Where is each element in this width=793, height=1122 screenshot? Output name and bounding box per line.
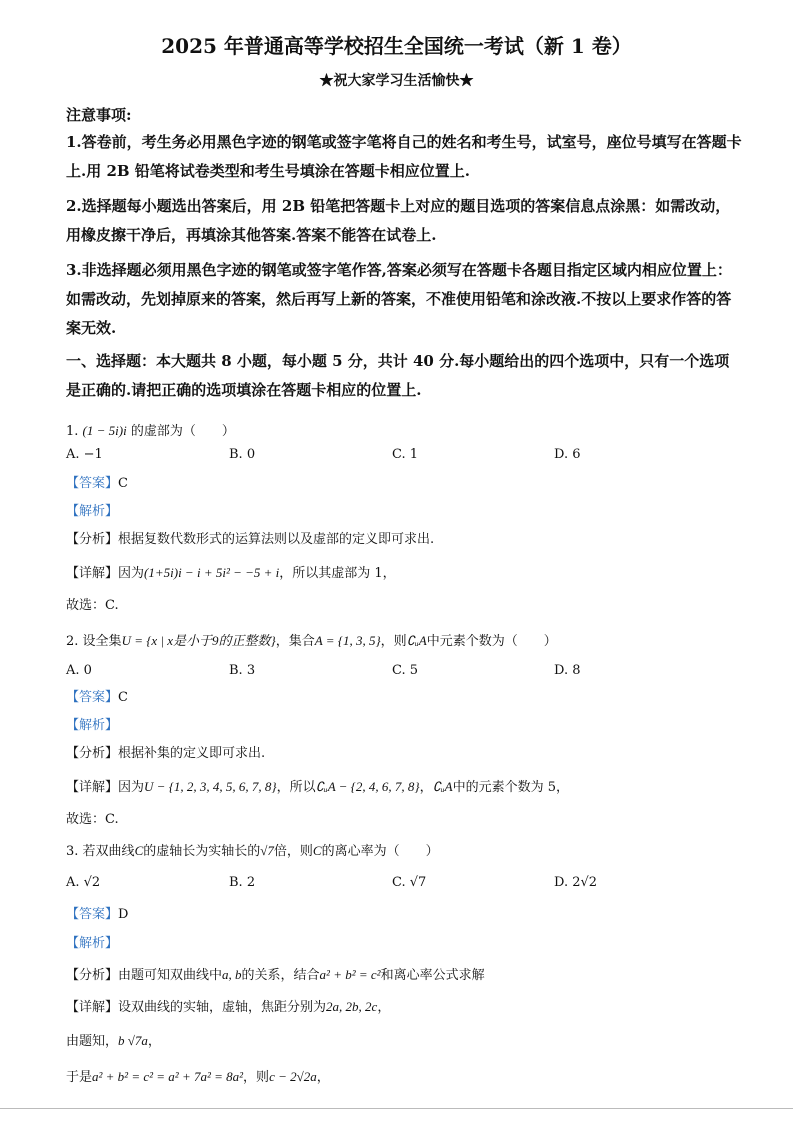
q3-fenxi-pre: 由题可知双曲线中	[118, 968, 223, 983]
q2-stem-mid: ，集合	[275, 634, 315, 649]
q3-so-mid: ，则	[243, 1070, 270, 1085]
q2-stem-pre: 设全集	[82, 634, 122, 649]
q2-option-b: B. 3	[229, 663, 256, 678]
q2-detail-u: U − {1, 2, 3, 4, 5, 6, 7, 8}	[144, 779, 277, 794]
q3-option-b: B. 2	[229, 875, 256, 890]
detail-tag: 【详解】	[66, 1000, 119, 1015]
q2-stem-post: 中元素个数为（ ）	[426, 634, 557, 649]
q1-choose: 故选：C.	[66, 598, 119, 613]
q3-fenxi-ab: a, b	[222, 967, 242, 982]
q2-stem	[66, 630, 557, 649]
fenxi-tag: 【分析】	[66, 968, 119, 983]
q2-detail-pre: 因为	[118, 780, 145, 795]
q3-fenxi-post: 和离心率公式求解	[380, 968, 485, 983]
q3-number: 3.	[66, 844, 79, 859]
q1-option-d: D. 6	[554, 447, 581, 462]
q2-answer	[66, 686, 128, 705]
q1-number: 1.	[66, 424, 79, 439]
notice-heading: 注意事项:	[66, 106, 132, 124]
q3-known-equation: b √7a	[118, 1033, 148, 1048]
q1-stem	[66, 420, 235, 439]
q3-option-c: C. √7	[392, 875, 427, 890]
detail-tag: 【详解】	[66, 566, 119, 581]
q3-stem-pre: 若双曲线	[82, 844, 135, 859]
q3-fenxi-equation: a² + b² = c²	[319, 967, 381, 982]
q3-stem	[66, 840, 439, 859]
q3-detail	[66, 996, 390, 1015]
q3-derivation	[66, 1066, 330, 1085]
page-bottom-divider	[0, 1108, 793, 1109]
answer-tag: 【答案】	[66, 907, 119, 922]
q3-option-d: D. 2√2	[554, 875, 598, 890]
q2-set-a: A = {1, 3, 5}	[314, 633, 381, 648]
q2-answer-value: C	[118, 690, 128, 705]
q1-detail-expression: (1+5i)i − i + 5i² − −5 + i	[144, 565, 280, 580]
fenxi-tag: 【分析】	[66, 532, 119, 547]
q2-fenxi-text: 根据补集的定义即可求出.	[118, 746, 266, 761]
q1-fenxi	[66, 528, 434, 547]
q2-detail-mid: ，所以	[276, 780, 316, 795]
q1-option-b: B. 0	[229, 447, 256, 462]
q2-complement: ∁ᵤA	[406, 633, 427, 648]
q3-sqrt7: √7	[260, 843, 274, 858]
answer-tag: 【答案】	[66, 476, 119, 491]
q1-option-c: C. 1	[392, 447, 419, 462]
q3-curve-c: C	[134, 843, 144, 858]
fenxi-tag: 【分析】	[66, 746, 119, 761]
q2-option-a: A. 0	[66, 663, 92, 678]
notice-item-3: 3.非选择题必须用黑色字迹的钢笔或签字笔作答,答案必须写在答题卡各题目指定区域内相应位置上：如需改动，先划掉原来的答案，然后再写上新的答案，不准使用铅笔和涂改液.不按以上要求作答的答案无效.	[66, 261, 732, 337]
notice-item-1: 1.答卷前，考生务必用黑色字迹的钢笔或签字笔将自己的姓名和考生号，试室号，座位号填写在答题卡上.用 2B 铅笔将试卷类型和考生号填涂在答题卡相应位置上.	[66, 133, 742, 180]
q3-fenxi-mid: 的关系，结合	[241, 968, 320, 983]
q3-stem-mid2: 倍，则	[273, 844, 313, 859]
q1-analysis-tag: 【解析】	[66, 504, 119, 519]
q3-detail-post: ，	[377, 1000, 391, 1015]
q2-detail-mid2: ，	[419, 780, 433, 795]
q2-detail-complement: ∁ᵤA − {2, 4, 6, 7, 8}	[315, 779, 420, 794]
q2-option-d: D. 8	[554, 663, 581, 678]
q3-analysis-tag: 【解析】	[66, 936, 119, 951]
detail-tag: 【详解】	[66, 780, 119, 795]
notice-item-2: 2.选择题每小题选出答案后，用 2B 铅笔把答题卡上对应的题目选项的答案信息点涂黑：如需改动，用橡皮擦干净后，再填涂其他答案.答案不能答在试卷上.	[66, 197, 731, 244]
q3-so-pre: 于是	[66, 1070, 93, 1085]
q1-stem-text: 的虚部为（ ）	[130, 424, 235, 439]
q1-answer	[66, 472, 128, 491]
q3-stem-mid: 的虚轴长为实轴长的	[143, 844, 261, 859]
q3-known	[66, 1030, 161, 1049]
q3-known-pre: 由题知，	[66, 1034, 119, 1049]
q1-detail-post: ，所以其虚部为 1，	[279, 566, 396, 581]
q1-answer-value: C	[118, 476, 128, 491]
q2-number: 2.	[66, 634, 79, 649]
q1-detail	[66, 562, 396, 581]
answer-tag: 【答案】	[66, 690, 119, 705]
q2-detail	[66, 776, 569, 795]
q3-answer	[66, 903, 128, 922]
q2-detail-complement-2: ∁ᵤA	[432, 779, 453, 794]
q3-known-post: ，	[147, 1034, 161, 1049]
q1-detail-pre: 因为	[118, 566, 145, 581]
page-title: 2025 年普通高等学校招生全国统一考试（新 1 卷）	[161, 34, 632, 58]
q1-option-a: A. −1	[66, 447, 103, 462]
q1-fenxi-text: 根据复数代数形式的运算法则以及虚部的定义即可求出.	[118, 532, 435, 547]
q3-curve-c-2: C	[312, 843, 322, 858]
q2-analysis-tag: 【解析】	[66, 718, 119, 733]
q3-so-result: c − 2√2a	[269, 1069, 317, 1084]
q3-option-a: A. √2	[66, 875, 101, 890]
page-subtitle: ★祝大家学习生活愉快★	[319, 73, 474, 89]
q2-detail-post: 中的元素个数为 5，	[452, 780, 570, 795]
q3-detail-pre: 设双曲线的实轴，虚轴，焦距分别为	[118, 1000, 327, 1015]
q3-so-post: ，	[316, 1070, 330, 1085]
q3-detail-values: 2a, 2b, 2c	[326, 999, 378, 1014]
q2-fenxi	[66, 742, 265, 761]
section-heading: 一、选择题：本大题共 8 小题，每小题 5 分，共计 40 分.每小题给出的四个选项中，只有一个选项是正确的.请把正确的选项填涂在答题卡相应的位置上.	[66, 352, 730, 399]
q3-fenxi	[66, 964, 485, 983]
q1-expression: (1 − 5i)i	[82, 423, 127, 438]
q3-answer-value: D	[118, 907, 129, 922]
q2-stem-mid2: ，则	[380, 634, 407, 649]
q2-choose: 故选：C.	[66, 812, 119, 827]
q3-stem-post: 的离心率为（ ）	[321, 844, 439, 859]
q2-set-u: U = {x | x是小于9的正整数}	[121, 633, 276, 648]
q3-so-equation: a² + b² = c² = a² + 7a² = 8a²	[92, 1069, 244, 1084]
q2-option-c: C. 5	[392, 663, 419, 678]
